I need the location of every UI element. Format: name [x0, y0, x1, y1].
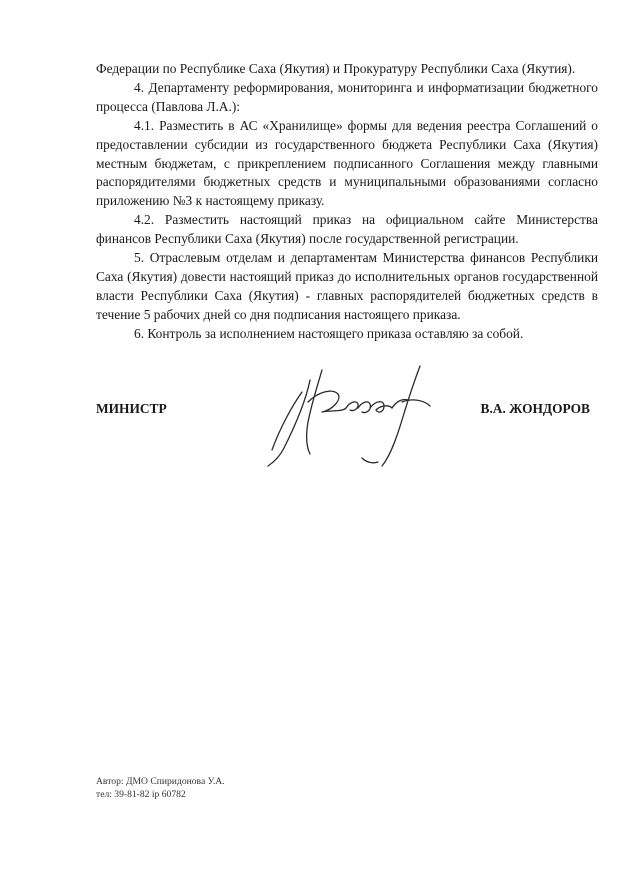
- document-body: [96, 60, 598, 344]
- paragraph-item-4-1: 4.1. Разместить в АС «Хранилище» формы для ведения реестра Соглашений о предоставлении субсидии из государственного бюджета Республики Саха (Якутия) местным бюджетам, с прикреплением подписанного Соглашения между главными распорядителями бюджетных средств и муниципальными образованиями согласно приложению №3 к настоящему приказу.: [96, 117, 598, 209]
- paragraph-continuation: Федерации по Республике Саха (Якутия) и Прокуратуру Республики Саха (Якутия).: [96, 61, 576, 76]
- paragraph-item-5: 5. Отраслевым отделам и департаментам Министерства финансов Республики Саха (Якутия) довести настоящий приказ до исполнительных органов государственной власти Республики Саха (Якутия) - главных распорядителей бюджетных средств в течение 5 рабочих дней со дня подписания настоящего приказа.: [96, 250, 598, 322]
- footer-author: Автор: ДМО Спиридонова У.А.: [96, 776, 225, 787]
- paragraph-item-4-2: 4.2. Разместить настоящий приказ на официальном сайте Министерства финансов Республики Саха (Якутия) после государственной регистрации.: [96, 212, 598, 247]
- document-footer: [96, 775, 225, 801]
- paragraph-item-6: 6. Контроль за исполнением настоящего приказа оставляю за собой.: [134, 325, 524, 341]
- signer-name: В.А. ЖОНДОРОВ: [480, 401, 590, 416]
- paragraph-item-4: 4. Департаменту реформирования, мониторинга и информатизации бюджетного процесса (Павлова Л.А.):: [96, 79, 598, 114]
- footer-phone: тел: 39-81-82 iр 60782: [96, 789, 186, 800]
- handwritten-signature: [262, 362, 442, 472]
- position-title: МИНИСТР: [96, 401, 167, 416]
